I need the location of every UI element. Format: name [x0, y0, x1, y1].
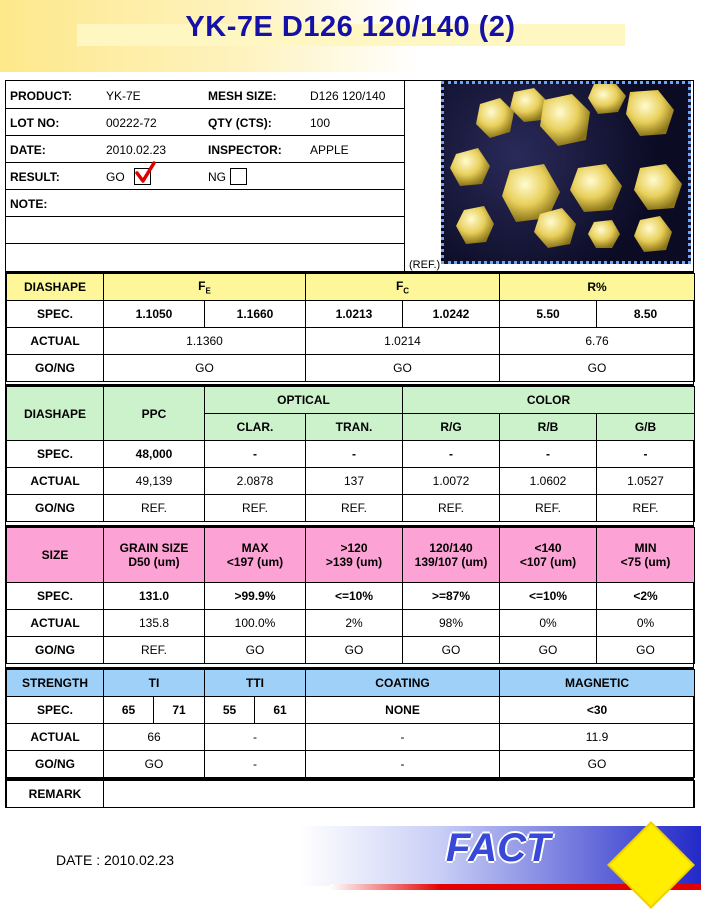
fc-header — [306, 274, 500, 301]
gong-label: GO/NG — [7, 495, 104, 522]
actual-cell: - — [306, 724, 500, 751]
check-mark-icon — [132, 160, 158, 186]
result-label: RESULT: — [10, 170, 60, 184]
gong-cell: REF. — [104, 637, 205, 664]
actual-label: ACTUAL — [7, 610, 104, 637]
footer — [0, 826, 701, 896]
page-title: YK-7E D126 120/140 (2) — [185, 11, 516, 43]
actual-cell: 1.1360 — [104, 328, 306, 355]
size-section — [6, 525, 694, 664]
actual-label: ACTUAL — [7, 724, 104, 751]
actual-cell: 49,139 — [104, 468, 205, 495]
diamond-sample-photo — [441, 81, 691, 264]
header-line-1: >120 — [340, 541, 368, 555]
spec-label: SPEC. — [7, 697, 104, 724]
header-line-2: <75 (um) — [620, 555, 671, 569]
gb-header: G/B — [597, 414, 695, 441]
fe-header — [104, 274, 306, 301]
qty-value: 100 — [310, 116, 331, 130]
strength-section — [6, 667, 694, 778]
info-row-date — [6, 135, 404, 163]
gong-label: GO/NG — [7, 637, 104, 664]
spec-label: SPEC. — [7, 583, 104, 610]
spec-cell: <30 — [500, 697, 695, 724]
diashape-f-section — [6, 271, 694, 382]
remark-label: REMARK — [7, 781, 104, 808]
spec-cell: 65 — [104, 697, 154, 724]
r-header: R% — [500, 274, 695, 301]
gong-cell: REF. — [500, 495, 597, 522]
fe-subscript: E — [205, 286, 211, 296]
gong-cell: REF. — [306, 495, 403, 522]
gong-cell: GO — [500, 355, 695, 382]
gong-cell: - — [306, 751, 500, 778]
spec-cell: <2% — [597, 583, 695, 610]
mesh-value: D126 120/140 — [310, 89, 386, 103]
spec-cell: 131.0 — [104, 583, 205, 610]
header-line-1: <140 — [534, 541, 562, 555]
info-section — [6, 81, 694, 271]
diashape-header: DIASHAPE — [7, 387, 104, 441]
gong-label: GO/NG — [7, 355, 104, 382]
inspector-value: APPLE — [310, 143, 349, 157]
actual-cell: 11.9 — [500, 724, 695, 751]
gong-cell: GO — [205, 637, 306, 664]
spec-cell: - — [403, 441, 500, 468]
spec-cell: - — [306, 441, 403, 468]
product-label: PRODUCT: — [10, 89, 72, 103]
note-line-2 — [6, 243, 404, 270]
spec-cell: >99.9% — [205, 583, 306, 610]
gong-cell: REF. — [205, 495, 306, 522]
spec-cell: <=10% — [306, 583, 403, 610]
min-header — [597, 528, 695, 583]
strength-header: STRENGTH — [7, 670, 104, 697]
gong-cell: REF. — [403, 495, 500, 522]
gong-cell: GO — [500, 751, 695, 778]
go-label: GO — [106, 170, 125, 184]
strength-table — [6, 669, 695, 778]
info-row-note — [6, 189, 404, 217]
remark-value — [104, 781, 695, 808]
remark-table — [6, 780, 695, 808]
ppc-header: PPC — [104, 387, 205, 441]
spec-cell: - — [597, 441, 695, 468]
gong-cell: GO — [403, 637, 500, 664]
actual-cell: 2% — [306, 610, 403, 637]
header-line-1: MIN — [634, 541, 657, 555]
actual-cell: 0% — [500, 610, 597, 637]
fc-subscript: C — [403, 286, 410, 296]
info-row-result — [6, 162, 404, 190]
spec-cell: - — [500, 441, 597, 468]
gong-cell: REF. — [104, 495, 205, 522]
ng-checkbox[interactable] — [230, 168, 247, 185]
diashape-optical-section — [6, 384, 694, 522]
info-row-lot — [6, 108, 404, 136]
tti-header: TTI — [205, 670, 306, 697]
mesh-label: MESH SIZE: — [208, 89, 277, 103]
spec-cell: >=87% — [403, 583, 500, 610]
footer-date: DATE : 2010.02.23 — [56, 852, 175, 868]
spec-label: SPEC. — [7, 441, 104, 468]
actual-cell: 98% — [403, 610, 500, 637]
over-120-header — [306, 528, 403, 583]
spec-cell: 8.50 — [597, 301, 695, 328]
actual-cell: 100.0% — [205, 610, 306, 637]
spec-cell: 55 — [205, 697, 255, 724]
spec-cell: - — [205, 441, 306, 468]
rg-header: R/G — [403, 414, 500, 441]
spec-cell: 5.50 — [500, 301, 597, 328]
actual-label: ACTUAL — [7, 328, 104, 355]
note-line-1 — [6, 216, 404, 244]
fact-logo: FACT — [446, 826, 551, 870]
header-line-2: <107 (um) — [519, 555, 577, 569]
actual-cell: 1.0072 — [403, 468, 500, 495]
qty-label: QTY (CTS): — [208, 116, 272, 130]
header-line-2: <197 (um) — [226, 555, 284, 569]
lot-label: LOT NO: — [10, 116, 60, 130]
diashape-f-table — [6, 273, 695, 382]
spec-cell: 1.1660 — [205, 301, 306, 328]
gong-cell: GO — [306, 637, 403, 664]
diamond-crystals-image — [444, 84, 688, 261]
header-line-1: GRAIN SIZE — [119, 541, 189, 555]
inspector-label: INSPECTOR: — [208, 143, 282, 157]
remark-section — [6, 778, 694, 808]
under-140-header — [500, 528, 597, 583]
spec-cell: 1.0213 — [306, 301, 403, 328]
optical-header: OPTICAL — [205, 387, 403, 414]
fc-label: F — [395, 278, 404, 293]
product-value: YK-7E — [106, 89, 141, 103]
magnetic-header: MAGNETIC — [500, 670, 695, 697]
header-line-1: 120/140 — [429, 541, 473, 555]
clar-header: CLAR. — [205, 414, 306, 441]
spec-cell: 1.0242 — [403, 301, 500, 328]
lot-value: 00222-72 — [106, 116, 157, 130]
rb-header: R/B — [500, 414, 597, 441]
date-label: DATE: — [10, 143, 46, 157]
actual-cell: 1.0527 — [597, 468, 695, 495]
spec-label: SPEC. — [7, 301, 104, 328]
mesh-120-140-header — [403, 528, 500, 583]
gong-cell: - — [205, 751, 306, 778]
photo-ref-label: (REF.) — [409, 259, 441, 271]
size-table — [6, 527, 695, 664]
gong-label: GO/NG — [7, 751, 104, 778]
color-header: COLOR — [403, 387, 695, 414]
gong-cell: GO — [597, 637, 695, 664]
ng-label: NG — [208, 170, 226, 184]
tran-header: TRAN. — [306, 414, 403, 441]
diashape-header: DIASHAPE — [7, 274, 104, 301]
spec-cell: 48,000 — [104, 441, 205, 468]
actual-cell: - — [205, 724, 306, 751]
actual-cell: 0% — [597, 610, 695, 637]
spec-cell: <=10% — [500, 583, 597, 610]
gong-cell: GO — [104, 751, 205, 778]
spec-cell: 61 — [255, 697, 306, 724]
actual-cell: 66 — [104, 724, 205, 751]
date-value: 2010.02.23 — [106, 143, 167, 157]
header-line-1: MAX — [241, 541, 269, 555]
actual-cell: 2.0878 — [205, 468, 306, 495]
coating-header: COATING — [306, 670, 500, 697]
header-line-2: >139 (um) — [325, 555, 383, 569]
spec-cell: NONE — [306, 697, 500, 724]
gong-cell: GO — [500, 637, 597, 664]
header-line-2: D50 (um) — [128, 555, 180, 569]
spec-cell: 71 — [154, 697, 205, 724]
fe-label: F — [198, 278, 206, 293]
gong-cell: REF. — [597, 495, 695, 522]
actual-cell: 6.76 — [500, 328, 695, 355]
size-header: SIZE — [7, 528, 104, 583]
gong-cell: GO — [306, 355, 500, 382]
spec-cell: 1.1050 — [104, 301, 205, 328]
actual-cell: 1.0214 — [306, 328, 500, 355]
note-label: NOTE: — [10, 197, 48, 211]
actual-cell: 137 — [306, 468, 403, 495]
grain-size-header — [104, 528, 205, 583]
actual-cell: 1.0602 — [500, 468, 597, 495]
max-header — [205, 528, 306, 583]
actual-cell: 135.8 — [104, 610, 205, 637]
gong-cell: GO — [104, 355, 306, 382]
actual-label: ACTUAL — [7, 468, 104, 495]
info-divider — [404, 81, 405, 271]
inspection-sheet — [5, 80, 694, 808]
header-line-2: 139/107 (um) — [414, 555, 488, 569]
info-row-product — [6, 81, 404, 109]
diashape-optical-table — [6, 386, 695, 522]
ti-header: TI — [104, 670, 205, 697]
